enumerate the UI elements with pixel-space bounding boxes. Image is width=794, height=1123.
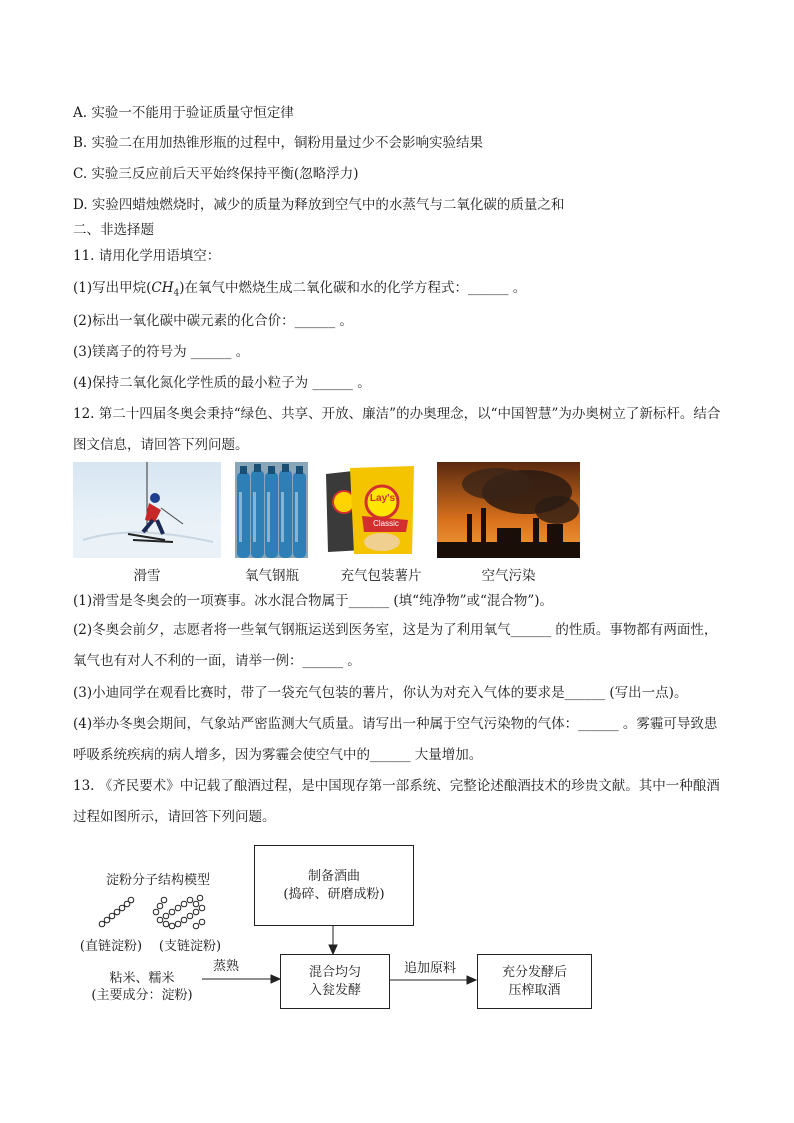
methane-subscript: 4 — [173, 288, 180, 299]
raw-material-line2: (主要成分：淀粉) — [91, 988, 193, 1003]
q11-part1-after: )在氧气中燃烧生成二氧化碳和水的化学方程式：______ 。 — [179, 280, 527, 296]
starch-model-title: 淀粉分子结构模型 — [105, 873, 210, 888]
q13-stem: 13. 《齐民要术》中记载了酿酒过程，是中国现存第一部系统、完整论述酿酒技术的珍贵文献。其中一种酿酒过程如图所示，请回答下列问题。 — [73, 778, 720, 825]
q11-part3: (3)镁离子的符号为 ______ 。 — [73, 344, 250, 360]
q11-part4: (4)保持二氧化氮化学性质的最小粒子为 ______ 。 — [73, 375, 371, 391]
chips-flavor: Classic — [373, 519, 399, 528]
q12-stem: 12. 第二十四届冬奥会秉持“绿色、共享、开放、廉洁”的办奥理念，以“中国智慧”为办奥树立了新标杆。结合图文信息，请回答下列问题。 — [73, 406, 721, 453]
q12-part3: (3)小迪同学在观看比赛时，带了一袋充气包装的薯片，你认为对充入气体的要求是______ (写出一点)。 — [73, 685, 688, 701]
caption-air-pollution: 空气污染 — [481, 568, 536, 584]
mix-ferment-box — [280, 954, 390, 1009]
mix-ferment-line1: 混合均匀 — [308, 964, 361, 980]
steam-label: 蒸熟 — [212, 959, 239, 974]
q11-part2: (2)标出一氧化碳中碳元素的化合价：______ 。 — [73, 313, 353, 329]
option-a: A. 实验一不能用于验证质量守恒定律 — [73, 105, 294, 121]
branched-starch-label: (支链淀粉) — [158, 939, 222, 954]
branched-starch-model — [153, 895, 205, 929]
linear-starch-model — [99, 897, 134, 927]
prepare-yeast-box — [254, 845, 414, 926]
press-wine-box — [477, 954, 592, 1009]
q11-part1-before: (1)写出甲烷( — [73, 280, 152, 296]
caption-skiing: 滑雪 — [133, 568, 161, 584]
raw-material-line1: 粘米、糯米 — [109, 971, 175, 986]
caption-chips: 充气包装薯片 — [340, 568, 422, 584]
linear-starch-label: (直链淀粉) — [79, 939, 143, 954]
q12-part4: (4)举办冬奥会期间，气象站严密监测大气质量。请写出一种属于空气污染物的气体：______ 。雾霾可导致患呼吸系统疾病的病人增多，因为雾霾会使空气中的______ 大量增加。 — [73, 716, 718, 763]
methane-formula: CH — [151, 280, 174, 296]
q11-stem: 11. 请用化学用语填空： — [73, 248, 221, 264]
add-material-label: 追加原料 — [403, 961, 456, 976]
option-c: C. 实验三反应前后天平始终保持平衡(忽略浮力) — [73, 166, 359, 182]
section-title: 二、非选择题 — [73, 222, 154, 238]
mix-ferment-line2: 入瓮发酵 — [308, 982, 361, 998]
caption-oxygen-cylinder: 氧气钢瓶 — [245, 568, 299, 584]
press-wine-line1: 充分发酵后 — [501, 964, 567, 980]
prepare-yeast-line1: 制备酒曲 — [307, 868, 360, 884]
press-wine-line2: 压榨取酒 — [508, 982, 561, 998]
chips-brand: Lay's — [369, 493, 396, 504]
q12-part1: (1)滑雪是冬奥会的一项赛事。冰水混合物属于______ (填“纯净物”或“混合物”)。 — [73, 593, 554, 609]
option-b: B. 实验二在用加热锥形瓶的过程中，铜粉用量过少不会影响实验结果 — [73, 135, 484, 151]
raw-material-label — [90, 970, 194, 1004]
q12-part2: (2)冬奥会前夕，志愿者将一些氧气钢瓶运送到医务室，这是为了利用氧气______ 的性质。事物都有两面性，氧气也有对人不利的一面，请举一例：______ 。 — [73, 622, 718, 669]
prepare-yeast-line2: (捣碎、研磨成粉) — [283, 886, 385, 902]
option-d: D. 实验四蜡烛燃烧时，减少的质量为释放到空气中的水蒸气与二氧化碳的质量之和 — [73, 197, 565, 213]
